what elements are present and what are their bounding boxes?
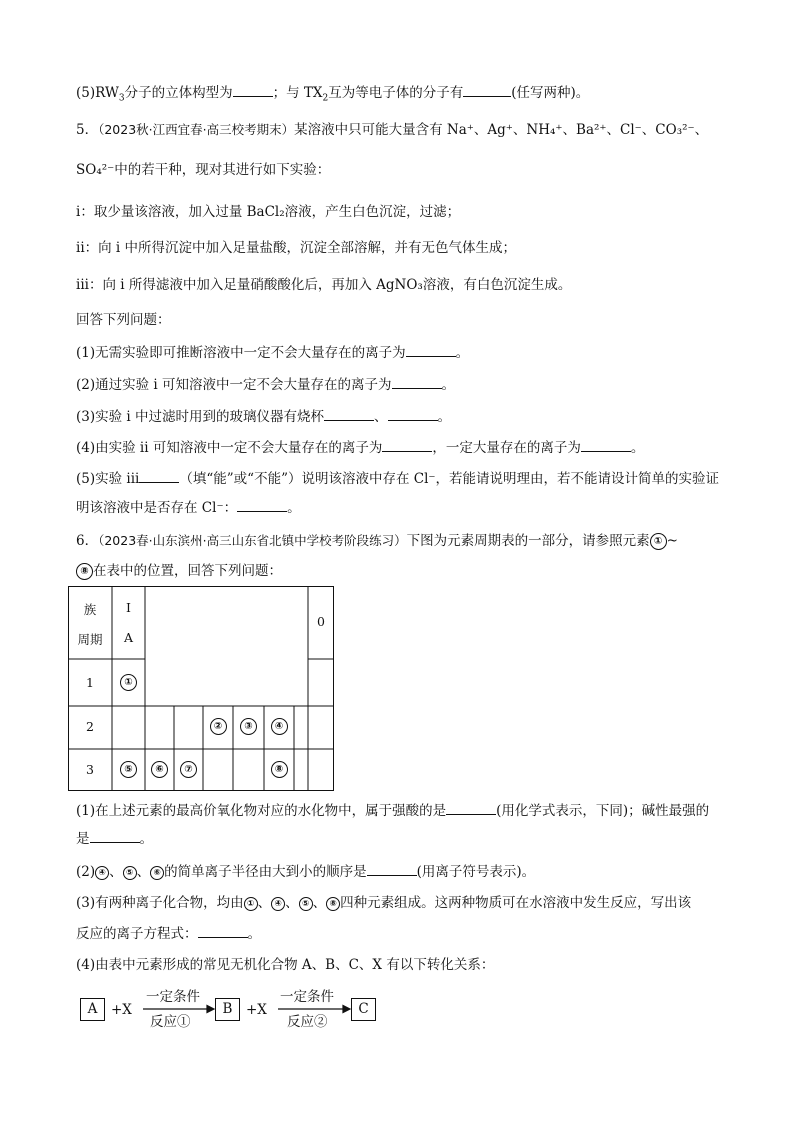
compound-a-box: A <box>80 998 105 1021</box>
punct: 。 <box>437 409 452 425</box>
tilde: ~ <box>666 533 678 549</box>
q5-part1-text: (1)无需实验即可推断溶液中一定不会大量存在的离子为 <box>76 345 406 361</box>
punct: 、 <box>257 895 272 911</box>
element-marker: ⑥ <box>151 761 168 778</box>
table-corner-group: 族 <box>83 602 97 617</box>
punct: 、 <box>285 895 299 911</box>
reagent-x-label: +X <box>246 1002 267 1018</box>
q5-part5-text-b: （填“能”或“不能”）说明该溶液中存在 Cl⁻，若能请说明理由，若不能请设计简单的实验证 <box>179 471 720 487</box>
question-text: 下图为元素周期表的一部分，请参照元素 <box>406 533 650 549</box>
punct: 、 <box>109 864 123 880</box>
element-marker: ⑤ <box>123 866 137 880</box>
element-marker: ④ <box>271 718 288 735</box>
punct: 。 <box>287 500 301 516</box>
element-marker: ② <box>210 718 227 735</box>
table-corner-period: 周期 <box>77 632 103 647</box>
q6-part2-text-a: (2) <box>76 864 96 880</box>
q6-part4: (4)由表中元素形成的常见无机化合物 A、B、C、X 有以下转化关系： <box>76 957 495 973</box>
element-marker: ① <box>244 897 258 911</box>
punct: 。 <box>247 926 261 942</box>
element-marker: ⑧ <box>76 563 93 580</box>
question-source: （2023春·山东滨州·高三山东省北镇中学校考阶段练习） <box>98 533 407 548</box>
q6-part3-text-a: (3)有两种离子化合物，均由 <box>76 895 244 911</box>
q6-part3-text-e: 四种元素组成。这两种物质可在水溶液中发生反应，写出该 <box>340 895 692 911</box>
element-marker: ③ <box>240 718 257 735</box>
q5-step-i: i：取少量该溶液，加入过量 BaCl₂溶液，产生白色沉淀，过滤； <box>76 204 461 220</box>
reaction-2-label: 反应② <box>287 1014 328 1030</box>
subscript: 3 <box>118 93 125 104</box>
element-marker: ④ <box>95 866 109 880</box>
element-marker: ⑧ <box>271 761 288 778</box>
punct: 、 <box>312 895 327 911</box>
q5-step-iii: iii：向 i 所得滤液中加入足量硝酸酸化后，再加入 AgNO₃溶液，有白色沉淀生成。 <box>76 277 572 293</box>
arrow-head <box>343 1006 350 1013</box>
reaction-1-label: 反应① <box>150 1014 191 1030</box>
q4-part5-text-d: 互为等电子体的分子有 <box>328 85 464 101</box>
period-1-label: 1 <box>86 675 94 690</box>
q4-part5-text-a: (5)RW <box>76 85 119 101</box>
q6-part1-text-b: (用化学式表示，下同)；碱性最强的 <box>496 803 710 819</box>
question-text: 某溶液中只可能大量含有 Na⁺、Ag⁺、NH₄⁺、Ba²⁺、Cl⁻、CO₃²⁻、 <box>294 122 709 138</box>
question-text: 在表中的位置，回答下列问题： <box>93 563 282 579</box>
element-marker: ⑤ <box>299 897 313 911</box>
punct: 、 <box>374 409 388 425</box>
compound-c-box: C <box>351 998 376 1021</box>
q5-step-ii: ii：向 i 中所得沉淀中加入足量盐酸，沉淀全部溶解，并有无色气体生成； <box>76 240 517 256</box>
group-1-label: I <box>126 600 131 615</box>
q6-part3-text-f: 反应的离子方程式： <box>76 926 198 942</box>
q5-part5-text-c: 明该溶液中是否存在 Cl⁻： <box>76 500 238 516</box>
subscript: 2 <box>322 93 329 104</box>
q5-part4-text-b: ，一定大量存在的离子为 <box>432 440 581 456</box>
question-source: （2023秋·江西宜春·高三校考期末） <box>98 122 295 137</box>
punct: 。 <box>139 831 153 847</box>
element-marker: ⑤ <box>120 761 137 778</box>
element-marker: ⑥ <box>150 866 164 880</box>
element-marker: ① <box>120 674 137 691</box>
question-number: 5． <box>76 122 99 138</box>
element-marker: ⑦ <box>180 761 197 778</box>
condition-label: 一定条件 <box>146 989 200 1005</box>
q6-part1-text-a: (1)在上述元素的最高价氧化物对应的水化物中，属于强酸的是 <box>76 803 447 819</box>
element-marker: ⑧ <box>326 897 340 911</box>
punct: 。 <box>455 345 470 361</box>
group-0-label: 0 <box>317 614 325 629</box>
question-number: 6． <box>76 533 99 549</box>
q4-part5-text-c: ；与 TX <box>272 85 323 101</box>
q4-part5-text-e: (任写两种)。 <box>511 85 590 101</box>
q6-part1-text-c: 是 <box>76 831 90 847</box>
condition-label: 一定条件 <box>280 989 334 1005</box>
punct: 。 <box>441 377 456 393</box>
compound-b-box: B <box>215 998 240 1021</box>
reagent-x-label: +X <box>111 1002 132 1018</box>
q5-ion-list: SO₄²⁻中的若干种，现对其进行如下实验： <box>76 162 331 178</box>
q5-part5-text-a: (5)实验 iii <box>76 471 140 487</box>
punct: 、 <box>136 864 151 880</box>
period-2-label: 2 <box>86 719 94 734</box>
element-marker: ① <box>650 533 667 550</box>
q5-part4-text-a: (4)由实验 ii 可知溶液中一定不会大量存在的离子为 <box>76 440 383 456</box>
q6-part2-text-d: 的简单离子半径由大到小的顺序是 <box>164 864 367 880</box>
q6-part2-end: (用离子符号表示)。 <box>416 864 536 880</box>
group-1-label: A <box>123 630 134 645</box>
q5-part3-text: (3)实验 i 中过滤时用到的玻璃仪器有烧杯 <box>76 409 325 425</box>
arrow-head <box>207 1006 214 1013</box>
q5-prompt: 回答下列问题： <box>76 312 171 328</box>
period-3-label: 3 <box>86 762 94 777</box>
q5-part2-text: (2)通过实验 i 可知溶液中一定不会大量存在的离子为 <box>76 377 392 393</box>
punct: 。 <box>630 440 645 456</box>
element-marker: ④ <box>271 897 285 911</box>
q4-part5-text-b: 分子的立体构型为 <box>124 85 233 101</box>
